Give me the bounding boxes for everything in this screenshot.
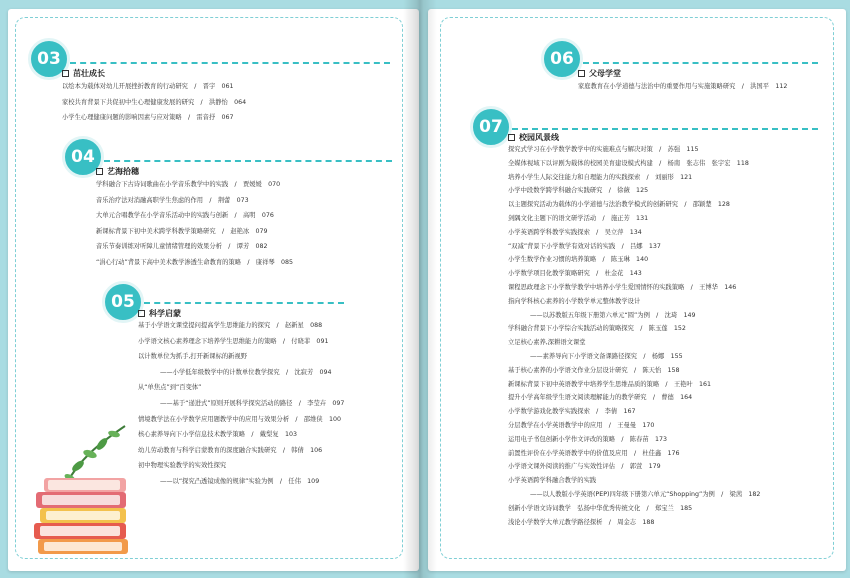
section-divider [583,62,818,64]
toc-entry[interactable]: 指向学科核心素养的小学数学单元整体教学设计 [508,297,641,305]
toc-entry[interactable]: 小学生数学作业习惯的培养策略 / 陈玉琳 140 [508,256,649,264]
toc-entry[interactable]: 探究式学习在小学数学教学中的实施难点与解决对策 / 苏强 115 [508,146,699,153]
toc-entry[interactable]: 创新小学语文诗词教学 弘扬中华优秀传统文化 / 郑宝兰 185 [508,504,693,512]
toc-entry-subtitle[interactable]: ——以苏教版五年级下册第六单元“圆”为例 / 沈琦 149 [530,311,696,319]
toc-entry[interactable]: 从“单焦点”到“百变体” [138,384,202,392]
section-title-text: 茁壮成长 [73,69,105,78]
leaf-vine-icon [63,426,125,486]
toc-entry[interactable]: 幼儿劳动教育与科学启蒙教育的深度融合实践研究 / 韩倩 106 [138,446,323,454]
section-divider [512,128,818,130]
toc-entry[interactable]: 前置性评价在小学英语教学中的价值及应用 / 杜佳鑫 176 [508,449,680,457]
toc-entry[interactable]: 剑隅文化主题下的语文研学活动 / 施正芳 131 [508,214,649,222]
toc-entry[interactable]: 音乐节奏训练对听障儿童情绪管理的效果分析 / 谭芳 082 [96,243,268,251]
toc-entry[interactable]: 小学中段数学跨学科融合实践研究 / 徐薇 125 [508,187,649,195]
section-number-badge: 06 [541,38,583,80]
toc-entry[interactable]: 分层教学在小学英语教学中的应用 / 王曼曼 170 [508,421,655,429]
toc-entry[interactable]: 以计数单位为抓手,打开新课标的新视野 [138,353,248,361]
toc-entry[interactable]: 提升小学高年级学生语文阅读理解能力的教学研究 / 曹德 164 [508,394,693,402]
section-divider [144,302,344,304]
books-illustration [30,418,140,558]
toc-entry[interactable]: 小学英语跨学科教学实践探索 / 吴立萍 134 [508,228,642,236]
section-title-text: 艺海拾穗 [107,167,139,176]
toc-entry[interactable]: 小学数学游戏化教学实践探索 / 李倩 167 [508,408,636,416]
toc-entry[interactable]: 全媒体视域下以评剧为载体的校园美育建设模式构建 / 杨南 张志伟 张宇宏 118 [508,159,749,167]
section-title-text: 父母学堂 [589,69,621,78]
section-title [578,68,621,79]
toc-entry[interactable]: 家校共育背景下共促初中生心理健康发展的研究 / 洪静怡 064 [62,98,247,106]
section-title [96,166,139,177]
toc-entry[interactable]: 培养小学生人际交往能力和自理能力的实践探索 / 刘丽形 121 [508,173,693,181]
section-entries [138,318,344,490]
toc-entry[interactable]: 运用电子书包创新小学作文评改的策略 / 陈春苗 173 [508,435,667,443]
toc-entry[interactable]: 小学生心理健康问题的影响因素与应对策略 / 雷音抒 067 [62,114,234,122]
section-entries [578,79,787,95]
section-entries [62,79,246,126]
toc-entry[interactable]: 基于小学语文课堂提问提高学生思维能力的探究 / 赵新星 088 [138,322,323,329]
toc-entry[interactable]: 核心素养导向下小学信息技术教学策略 / 戴梨复 103 [138,431,297,439]
toc-entry[interactable]: 立足核心素养,深耕语文课堂 [508,339,586,347]
toc-entry[interactable]: 基于核心素养的小学语文作业分层设计研究 / 陈天怡 158 [508,366,680,374]
toc-entry-subtitle[interactable]: ——基于“递进式”原则开展科学探究活动的路径 / 李莹卉 097 [160,399,345,407]
toc-entry-subtitle[interactable]: ——小学低年级数学中的计数单位教学探究 / 沈寂芳 094 [160,368,332,376]
section-title-text: 科学启蒙 [149,309,181,318]
toc-entry[interactable]: “双减”背景下小学数学有效对话的实践 / 吕娜 137 [508,242,661,250]
toc-entry[interactable]: 小学数学项目化教学策略研究 / 杜金花 143 [508,270,642,278]
section-title [508,132,559,143]
toc-entry[interactable]: 新课标背景下初中美术跨学科教学策略研究 / 赵艳冰 079 [96,227,268,235]
section-divider [104,160,392,162]
toc-entry[interactable]: “涓心行动”背景下高中美术教学渗透生命教育的策略 / 康祥琴 085 [96,258,293,266]
section-title [62,68,105,79]
toc-entry-subtitle[interactable]: ——以“探究凸透镜成像的规律”实验为例 / 任伟 109 [160,477,320,485]
toc-entry[interactable]: 家庭教育在小学道德与法治中的重要作用与实施策略研究 / 洪国平 112 [578,83,788,90]
section-divider [70,62,390,64]
checkbox-square-icon [138,310,145,317]
section-entries [96,177,293,271]
checkbox-square-icon [508,134,515,141]
section-title-text: 校园风景线 [519,133,559,142]
section-number-badge: 03 [28,38,70,80]
section-entries [508,143,760,529]
toc-entry[interactable]: 以主题探究活动为载体的小学道德与法治教学模式的创新研究 / 邵颖楚 128 [508,201,730,209]
toc-entry[interactable]: 小学英语跨学科融合教学的实践 [508,477,597,485]
toc-entry[interactable]: 情境教学法在小学数学应用题教学中的应用与效果分析 / 邵维侠 100 [138,415,342,423]
toc-entry-subtitle[interactable]: ——素养导向下小学语文备课路径探究 / 杨娜 155 [530,352,683,360]
toc-entry[interactable]: 学科融合背景下小学综合实践活动的策略探究 / 陈玉莲 152 [508,325,686,333]
toc-entry[interactable]: 小学语文核心素养理念下培养学生思维能力的策略 / 付晓菲 091 [138,337,329,345]
section-number-badge: 04 [62,136,104,178]
checkbox-square-icon [96,168,103,175]
toc-entry-subtitle[interactable]: ——以人教版小学英语(PEP)四年级下册第六单元“Shopping”为例 / 梁茜 182 [530,490,761,498]
toc-entry[interactable]: 小学语文课外阅读的推广与实效性评估 / 郭萱 179 [508,463,661,471]
toc-entry[interactable]: 浅论小学数学大单元教学路径探析 / 周金志 188 [508,518,655,526]
checkbox-square-icon [578,70,585,77]
toc-entry[interactable]: 学科融合下古诗词歌曲在小学音乐教学中的实践 / 贾媛媛 070 [96,181,281,188]
toc-entry[interactable]: 课程思政理念下小学数学教学中培养小学生爱国情怀的实践策略 / 王博华 146 [508,283,737,291]
toc-entry[interactable]: 以绘本为载体对幼儿开展挫折教育的行动研究 / 晋宇 061 [62,83,234,90]
toc-entry[interactable]: 大单元合唱教学在小学音乐活动中的实践与创新 / 高明 076 [96,212,274,220]
toc-entry[interactable]: 初中物理实验教学的实效性探究 [138,462,227,470]
toc-entry[interactable]: 音乐治疗法对消融高职学生焦虑的作用 / 荆蕾 073 [96,196,249,204]
section-number-badge: 07 [470,106,512,148]
toc-entry[interactable]: 新课标背景下初中英语教学中培养学生思维品质的策略 / 王艳叶 161 [508,380,712,388]
checkbox-square-icon [62,70,69,77]
section-number-badge: 05 [102,281,144,323]
